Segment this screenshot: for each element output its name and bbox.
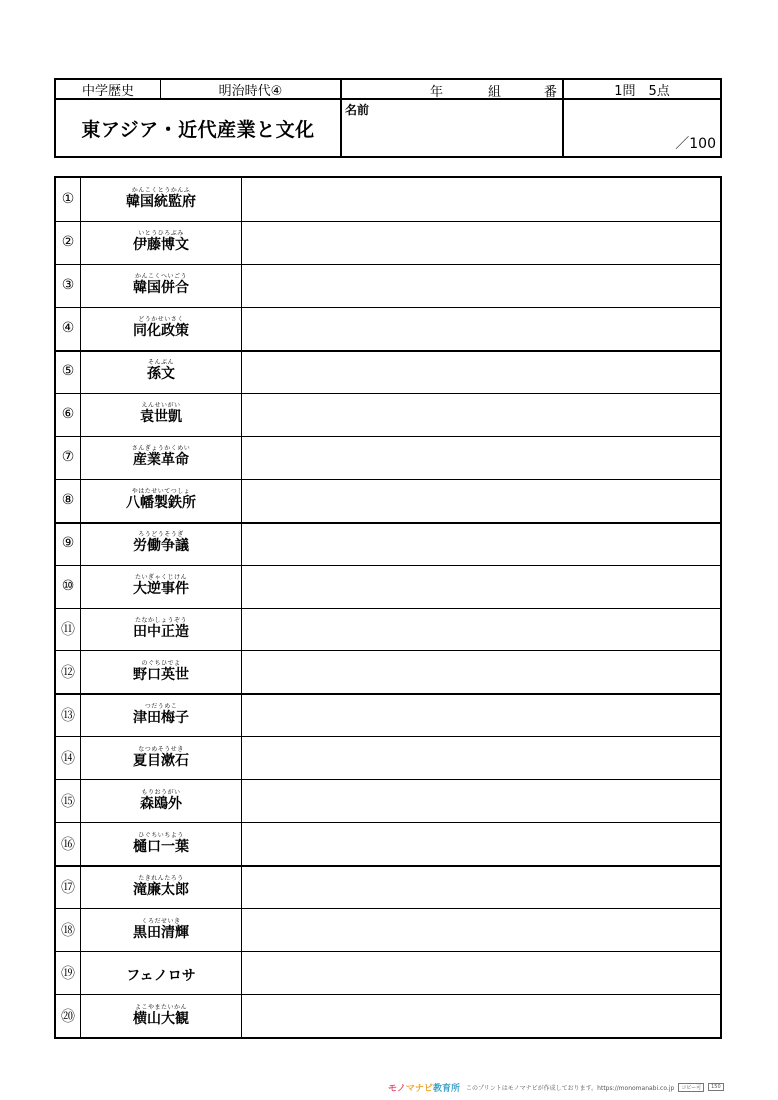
row-divider xyxy=(56,565,720,566)
answer-field[interactable] xyxy=(242,264,720,307)
table-row xyxy=(56,994,720,1037)
row-divider xyxy=(56,865,720,867)
answer-field[interactable] xyxy=(242,522,720,565)
question-number: ⑬ xyxy=(61,707,75,724)
answer-field[interactable] xyxy=(242,221,720,264)
question-number: ⑫ xyxy=(61,664,75,681)
row-divider xyxy=(56,522,720,524)
term-cell xyxy=(80,436,242,479)
score-total: ／100 xyxy=(675,136,716,152)
term-text: 田中正造 xyxy=(133,623,189,640)
table-row xyxy=(56,650,720,693)
term-text: 樋口一葉 xyxy=(133,838,189,855)
row-divider xyxy=(56,951,720,952)
term-reading: のぐちひでよ xyxy=(141,659,181,667)
term-text: 野口英世 xyxy=(133,666,189,683)
copy-badge: コピー可 xyxy=(678,1083,704,1092)
term-reading: ろうどうそうぎ xyxy=(138,531,184,539)
logo-part-2: マナビ xyxy=(405,1083,433,1094)
points-label: 1問 5点 xyxy=(614,83,670,99)
table-row xyxy=(56,436,720,479)
table-row xyxy=(56,565,720,608)
question-number: ⑭ xyxy=(61,750,75,767)
subject-label: 中学歴史 xyxy=(81,83,134,99)
question-number: ⑨ xyxy=(61,535,75,552)
term-reading: よこやまたいかん xyxy=(134,1003,187,1011)
answer-field[interactable] xyxy=(242,908,720,951)
term-cell xyxy=(80,264,242,307)
table-row xyxy=(56,522,720,565)
term-reading: かんこくとうかんふ xyxy=(131,187,191,195)
term-text: 大逆事件 xyxy=(133,581,189,598)
kumi-label: 組 xyxy=(488,85,502,100)
term-text: 森鴎外 xyxy=(140,795,182,812)
answer-field[interactable] xyxy=(242,565,720,608)
row-divider xyxy=(56,350,720,352)
question-number: ⑦ xyxy=(61,449,75,466)
table-row xyxy=(56,736,720,779)
term-text: 津田梅子 xyxy=(133,709,189,726)
table-row xyxy=(56,951,720,994)
term-text: 孫文 xyxy=(147,366,175,383)
term-cell xyxy=(80,608,242,651)
table-row xyxy=(56,178,720,221)
answer-field[interactable] xyxy=(242,650,720,693)
page-badge: 150 xyxy=(708,1083,724,1091)
question-number: ④ xyxy=(61,320,75,337)
term-cell xyxy=(80,479,242,522)
term-cell xyxy=(80,178,242,221)
term-text: 八幡製鉄所 xyxy=(126,495,196,512)
logo-part-1: モノ xyxy=(388,1083,406,1094)
table-row xyxy=(56,608,720,651)
row-divider xyxy=(56,608,720,609)
table-row xyxy=(56,264,720,307)
table-row xyxy=(56,479,720,522)
term-reading: えんせいがい xyxy=(141,402,181,410)
term-cell xyxy=(80,693,242,736)
question-number: ② xyxy=(61,234,75,251)
terms-table xyxy=(54,176,722,1039)
answer-field[interactable] xyxy=(242,178,720,221)
term-reading: さんぎょうかくめい xyxy=(131,445,191,453)
worksheet-title: 東アジア・近代産業と文化 xyxy=(81,118,315,141)
name-label: 名前 xyxy=(345,103,370,117)
term-cell xyxy=(80,865,242,908)
ban-label: 番 xyxy=(544,85,558,100)
term-reading: どうかせいさく xyxy=(138,316,184,324)
question-number: ⑤ xyxy=(61,363,75,380)
question-number: ⑯ xyxy=(61,836,75,853)
term-text: 横山大観 xyxy=(133,1010,189,1027)
row-divider xyxy=(56,822,720,823)
answer-field[interactable] xyxy=(242,994,720,1037)
term-cell xyxy=(80,650,242,693)
term-reading: たきれんたろう xyxy=(138,874,184,882)
answer-field[interactable] xyxy=(242,736,720,779)
question-number: ⑩ xyxy=(61,578,75,595)
term-text: 夏目漱石 xyxy=(133,752,189,769)
row-divider xyxy=(56,908,720,909)
question-number: ③ xyxy=(61,277,75,294)
term-cell xyxy=(80,307,242,350)
row-divider xyxy=(56,736,720,737)
row-divider xyxy=(56,307,720,308)
term-cell xyxy=(80,221,242,264)
row-divider xyxy=(56,221,720,222)
row-divider xyxy=(56,994,720,995)
term-text: 同化政策 xyxy=(133,323,189,340)
term-text: 袁世凱 xyxy=(140,409,182,426)
footer xyxy=(388,1080,773,1094)
term-cell xyxy=(80,522,242,565)
nen-label: 年 xyxy=(430,85,444,100)
term-reading: かんこくへいごう xyxy=(134,273,187,281)
answer-field[interactable] xyxy=(242,307,720,350)
term-cell xyxy=(80,736,242,779)
name-field[interactable] xyxy=(342,100,562,156)
row-divider xyxy=(56,436,720,437)
table-row xyxy=(56,307,720,350)
class-info xyxy=(342,80,562,98)
table-row xyxy=(56,693,720,736)
row-divider xyxy=(56,264,720,265)
term-cell xyxy=(80,779,242,822)
score-field[interactable] xyxy=(564,100,720,156)
answer-field[interactable] xyxy=(242,608,720,651)
term-reading: ひぐちいちよう xyxy=(138,831,184,839)
term-cell xyxy=(80,822,242,865)
answer-field[interactable] xyxy=(242,779,720,822)
term-text: 産業革命 xyxy=(133,452,189,469)
question-number: ⑥ xyxy=(61,406,75,423)
answer-field[interactable] xyxy=(242,951,720,994)
term-cell xyxy=(80,565,242,608)
term-reading: なつめそうせき xyxy=(138,745,184,753)
term-reading: いとうひろぶみ xyxy=(138,230,184,238)
question-number: ⑮ xyxy=(61,793,75,810)
term-text: 韓国統監府 xyxy=(126,194,196,211)
question-number: ⑰ xyxy=(61,879,75,896)
answer-field[interactable] xyxy=(242,865,720,908)
answer-field[interactable] xyxy=(242,393,720,436)
header-table xyxy=(54,78,722,158)
row-divider xyxy=(56,393,720,394)
table-row xyxy=(56,221,720,264)
table-row xyxy=(56,822,720,865)
term-cell xyxy=(80,393,242,436)
table-row xyxy=(56,865,720,908)
unit-label: 明治時代④ xyxy=(218,83,283,99)
row-divider xyxy=(56,650,720,651)
term-text: 労働争議 xyxy=(133,538,189,555)
question-number: ⑪ xyxy=(61,621,75,638)
term-cell xyxy=(80,350,242,393)
term-text: 韓国併合 xyxy=(133,280,189,297)
term-reading: もりおうがい xyxy=(141,788,181,796)
term-reading: たなかしょうぞう xyxy=(134,616,187,624)
term-text: フェノロサ xyxy=(126,967,196,984)
term-reading: そんぶん xyxy=(147,359,174,367)
term-text: 黒田清輝 xyxy=(133,924,189,941)
answer-field[interactable] xyxy=(242,822,720,865)
table-row xyxy=(56,350,720,393)
logo-part-3: 教育所 xyxy=(432,1083,460,1094)
question-number: ⑧ xyxy=(61,492,75,509)
question-number: ⑱ xyxy=(61,922,75,939)
answer-field[interactable] xyxy=(242,350,720,393)
question-number: ⑳ xyxy=(61,1008,75,1025)
footer-text: このプリントはモノマナビが作成しております。https://monomanabi.co.jp xyxy=(465,1084,675,1092)
term-text: 滝廉太郎 xyxy=(133,881,189,898)
term-reading: やはたせいてつしょ xyxy=(131,488,191,496)
table-row xyxy=(56,779,720,822)
answer-field[interactable] xyxy=(242,693,720,736)
term-cell xyxy=(80,994,242,1037)
term-reading: つだうめこ xyxy=(144,702,178,710)
row-divider xyxy=(56,693,720,695)
term-reading: くろだせいき xyxy=(141,917,181,925)
table-row xyxy=(56,908,720,951)
term-text: 伊藤博文 xyxy=(133,237,189,254)
term-cell xyxy=(80,951,242,994)
table-row xyxy=(56,393,720,436)
row-divider xyxy=(56,779,720,780)
answer-field[interactable] xyxy=(242,436,720,479)
row-divider xyxy=(56,479,720,480)
answer-field[interactable] xyxy=(242,479,720,522)
term-reading: たいぎゃくじけん xyxy=(134,574,187,582)
term-cell xyxy=(80,908,242,951)
publisher-logo xyxy=(388,1081,460,1094)
question-number: ① xyxy=(61,191,75,208)
question-number: ⑲ xyxy=(61,965,75,982)
